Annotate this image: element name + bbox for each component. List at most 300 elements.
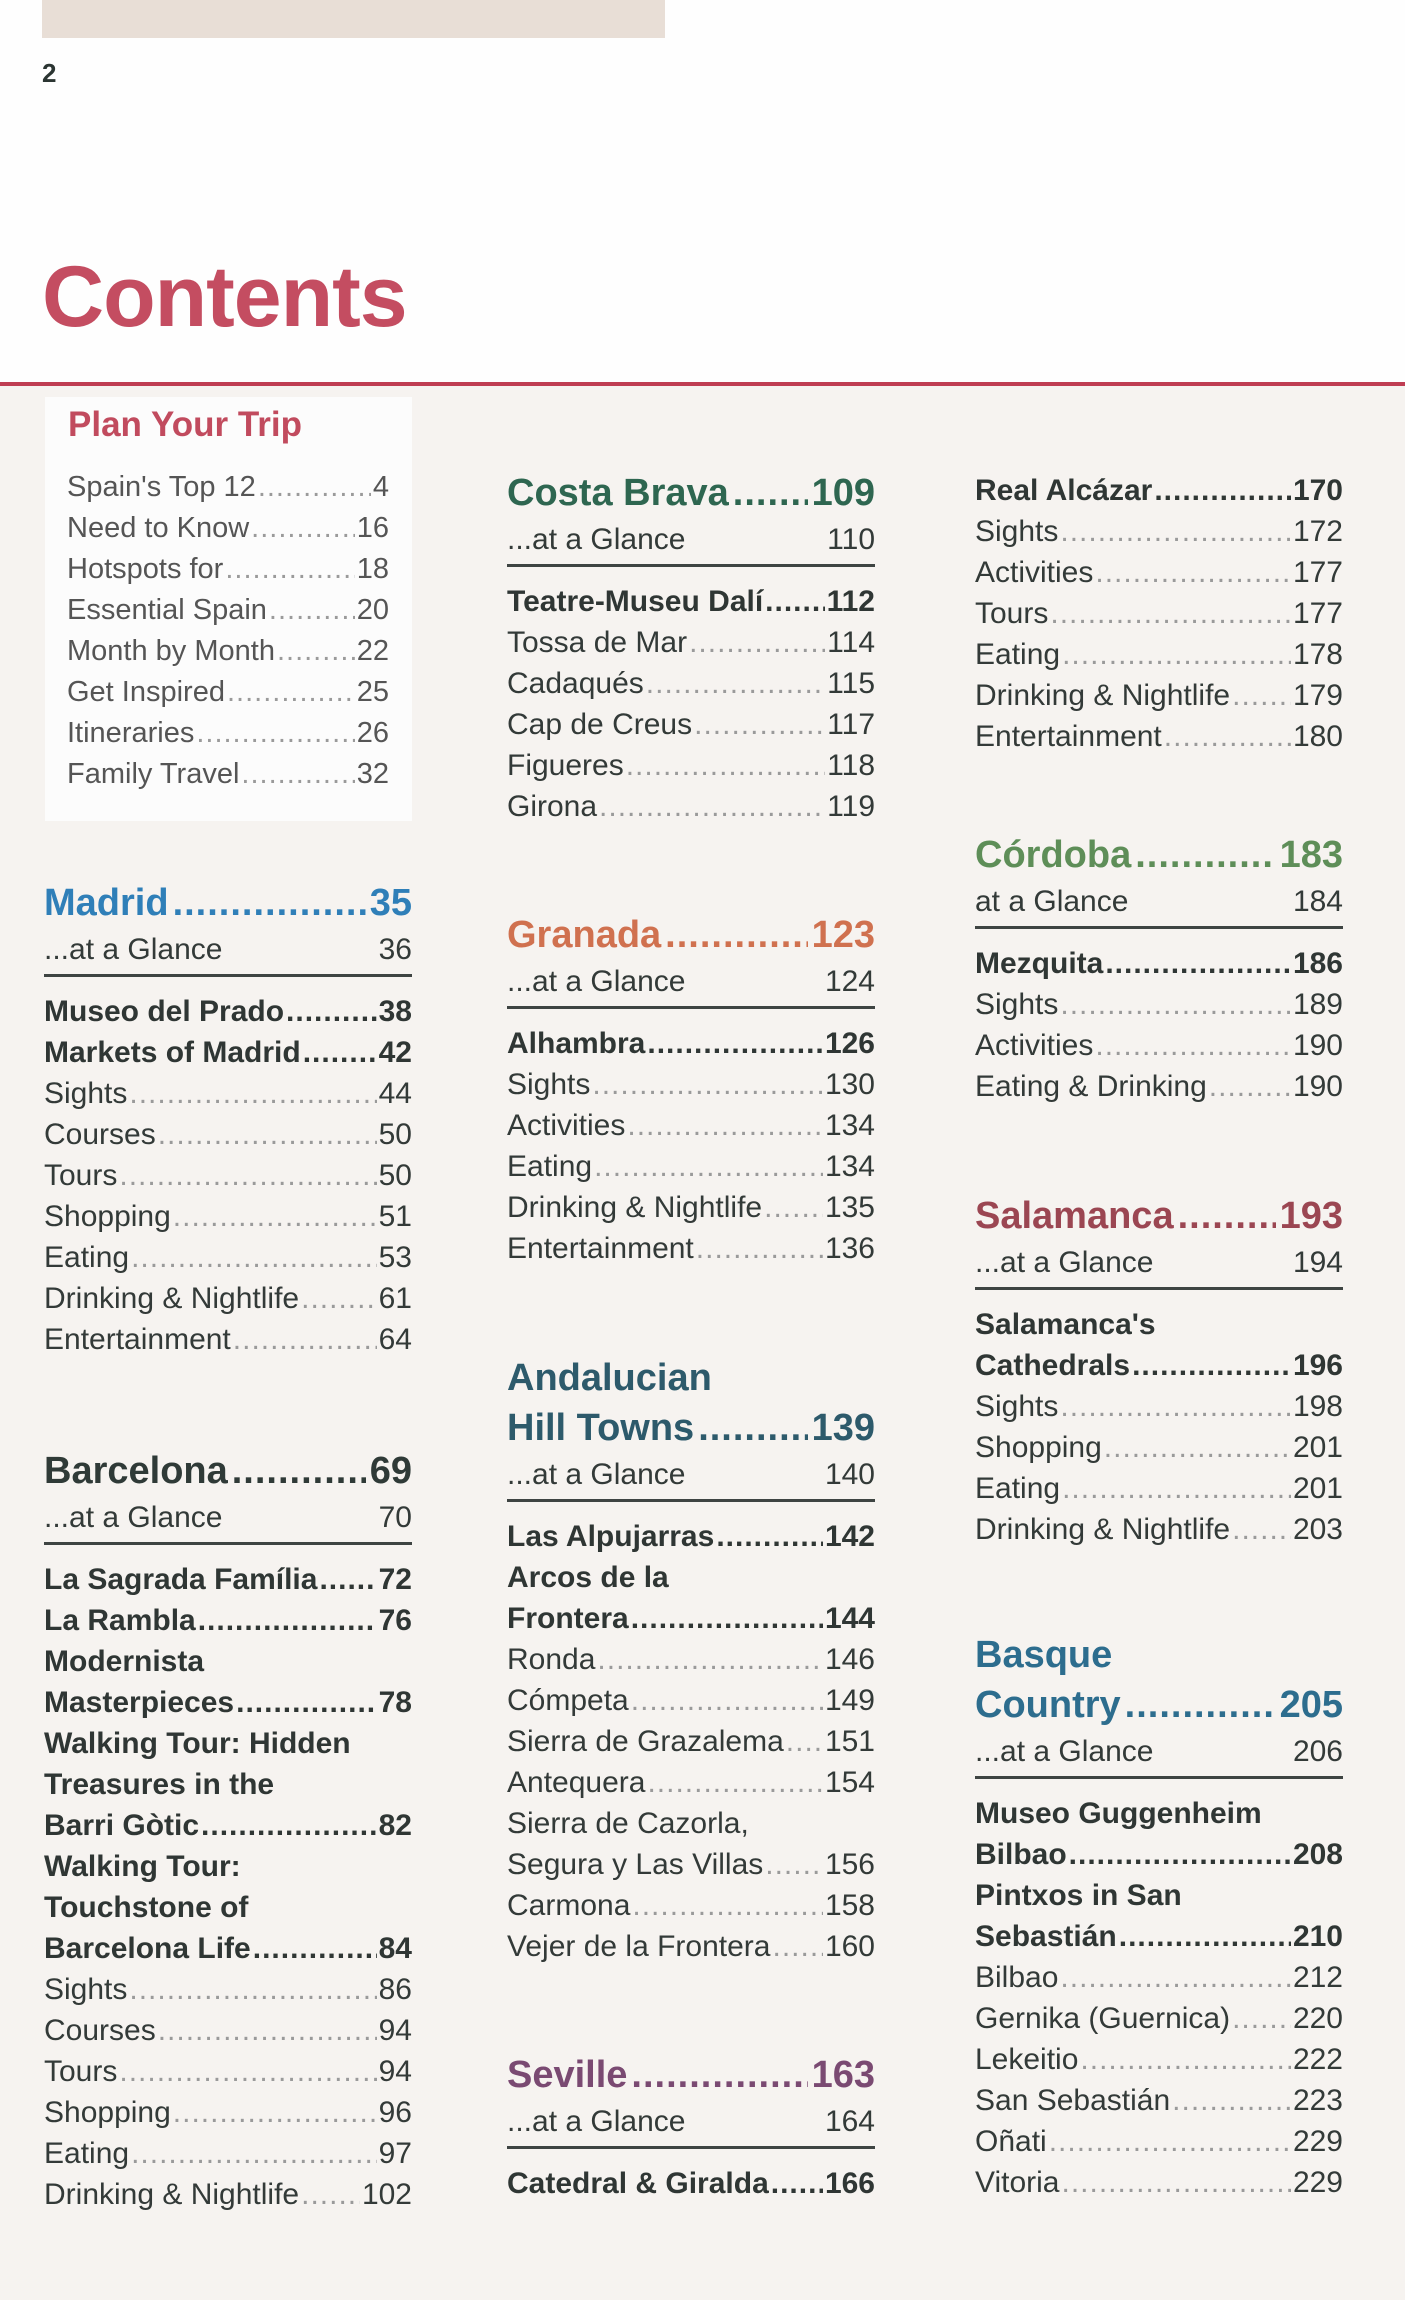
section-heading-barcelona[interactable] <box>44 1446 412 1496</box>
at-a-glance-label: ...at a Glance <box>975 1735 1154 1768</box>
leader-dots <box>1232 1509 1291 1550</box>
leader-dots <box>1069 1834 1291 1875</box>
toc-entry-page: 32 <box>356 758 389 790</box>
toc-entry-san-sebastian[interactable] <box>975 2080 1343 2121</box>
toc-entry-page: 158 <box>824 1889 875 1922</box>
toc-entry-label: Shopping <box>44 1200 171 1233</box>
leader-dots <box>1232 1998 1291 2039</box>
toc-entry-page: 18 <box>356 553 389 585</box>
toc-entry-page: 160 <box>824 1930 875 1963</box>
toc-entry-label: Sights <box>975 988 1059 1021</box>
toc-entry-line[interactable]: Touchstone of <box>44 1891 249 1924</box>
toc-entry-page: 61 <box>378 1282 412 1315</box>
at-a-glance-entry[interactable] <box>507 1453 875 1502</box>
toc-entry-entertainment[interactable] <box>507 1228 875 1269</box>
section-heading-page: 109 <box>811 472 875 514</box>
leader-dots <box>1095 552 1291 593</box>
toc-entry-activities[interactable] <box>975 552 1343 593</box>
toc-entry-label: Courses <box>44 1118 156 1151</box>
leader-dots <box>647 1023 823 1064</box>
leader-dots <box>646 663 825 704</box>
toc-entry-label: Entertainment <box>44 1323 231 1356</box>
section-heading-country[interactable] <box>975 1680 1343 1730</box>
leader-dots <box>269 590 355 631</box>
toc-entry-label: Drinking & Nightlife <box>44 2178 300 2211</box>
toc-entry-label: La Rambla <box>44 1604 196 1637</box>
toc-entry-label: Antequera <box>507 1766 646 1799</box>
section-heading-label: Córdoba <box>975 834 1132 876</box>
toc-entry-page: 96 <box>378 2096 412 2129</box>
toc-entry-label: Alhambra <box>507 1027 646 1060</box>
at-a-glance-label: ...at a Glance <box>507 2105 686 2138</box>
toc-entry-carmona[interactable] <box>507 1885 875 1926</box>
toc-entry-bilbao[interactable] <box>975 1834 1343 1875</box>
plan-your-trip-heading: Plan Your Trip <box>68 405 303 444</box>
section-basque-country <box>975 1630 1343 2203</box>
toc-entry-barcelona-life[interactable] <box>44 1928 412 1969</box>
toc-entry-line[interactable]: Walking Tour: Hidden <box>44 1727 351 1760</box>
toc-entry-line[interactable]: Treasures in the <box>44 1768 275 1801</box>
section-heading-cordoba[interactable] <box>975 830 1343 880</box>
toc-entry-label: Essential Spain <box>67 594 267 626</box>
section-heading-page: 193 <box>1279 1195 1343 1237</box>
leader-dots <box>1135 830 1275 880</box>
toc-entry-eating-drinking[interactable] <box>975 1066 1343 1107</box>
toc-entry-hotspots-for[interactable] <box>67 549 389 590</box>
at-a-glance-entry[interactable] <box>507 960 875 1009</box>
leader-dots <box>1232 675 1291 716</box>
toc-entry-label: Eating & Drinking <box>975 1070 1207 1103</box>
at-a-glance-label: ...at a Glance <box>975 1246 1154 1279</box>
leader-dots <box>258 467 371 508</box>
toc-entry-lekeitio[interactable] <box>975 2039 1343 2080</box>
toc-entry-drinking-nightlife[interactable] <box>975 1509 1343 1550</box>
at-a-glance-label: ...at a Glance <box>507 1458 686 1491</box>
toc-entry-page: 84 <box>378 1932 412 1965</box>
leader-dots <box>301 1278 377 1319</box>
toc-entry-activities[interactable] <box>975 1025 1343 1066</box>
toc-entry-courses[interactable] <box>44 1114 412 1155</box>
leader-dots <box>1095 1025 1291 1066</box>
leader-dots <box>1104 1427 1291 1468</box>
toc-entry-label: Month by Month <box>67 635 275 667</box>
toc-entry-drinking-nightlife[interactable] <box>975 675 1343 716</box>
leader-dots <box>201 1805 377 1846</box>
at-a-glance-page: 124 <box>824 965 875 998</box>
leader-dots <box>173 878 366 928</box>
toc-entry-page: 4 <box>372 471 389 503</box>
toc-entry-courses[interactable] <box>44 2010 412 2051</box>
toc-entry-label: Museo del Prado <box>44 995 285 1028</box>
toc-entry-page: 229 <box>1292 2166 1343 2199</box>
toc-entry-label: Itineraries <box>67 717 195 749</box>
toc-entry-girona[interactable] <box>507 786 875 827</box>
section-heading-line[interactable]: Basque <box>975 1634 1113 1676</box>
toc-entry-sights[interactable] <box>44 1969 412 2010</box>
toc-entry-shopping[interactable] <box>44 2092 412 2133</box>
toc-entry-museo-del-prado[interactable] <box>44 991 412 1032</box>
toc-entry-label: Eating <box>507 1150 593 1183</box>
toc-entry-page: 222 <box>1292 2043 1343 2076</box>
toc-entry-eating[interactable] <box>44 2133 412 2174</box>
toc-entry-line[interactable]: Museo Guggenheim <box>975 1797 1262 1830</box>
at-a-glance-entry[interactable] <box>975 1730 1343 1779</box>
toc-entry-vitoria[interactable] <box>975 2162 1343 2203</box>
toc-entry-eating[interactable] <box>975 1468 1343 1509</box>
toc-entry-tours[interactable] <box>44 1155 412 1196</box>
leader-dots <box>1060 1386 1291 1427</box>
toc-entry-label: Sights <box>975 1390 1059 1423</box>
toc-entry-label: Tours <box>975 597 1049 630</box>
toc-entry-eating[interactable] <box>507 1146 875 1187</box>
leader-dots <box>765 581 824 622</box>
toc-entry-drinking-nightlife[interactable] <box>507 1187 875 1228</box>
toc-entry-label: Girona <box>507 790 598 823</box>
toc-entry-page: 117 <box>827 708 875 741</box>
toc-entry-page: 135 <box>824 1191 875 1224</box>
toc-entry-page: 76 <box>378 1604 412 1637</box>
toc-entry-need-to-know[interactable] <box>67 508 389 549</box>
toc-entry-line[interactable]: Walking Tour: <box>44 1850 241 1883</box>
leader-dots <box>764 1187 823 1228</box>
at-a-glance-entry[interactable] <box>44 1496 412 1545</box>
toc-entry-label: Activities <box>975 556 1094 589</box>
toc-entry-line[interactable]: Modernista <box>44 1645 205 1678</box>
leader-dots <box>1119 1916 1291 1957</box>
toc-entry-line[interactable]: Pintxos in San <box>975 1879 1182 1912</box>
at-a-glance-entry[interactable] <box>44 928 412 977</box>
toc-entry-page: 229 <box>1292 2125 1343 2158</box>
toc-entry-page: 178 <box>1292 638 1343 671</box>
at-a-glance-label: at a Glance <box>975 885 1129 918</box>
toc-entry-label: Ronda <box>507 1643 596 1676</box>
leader-dots <box>631 2050 807 2100</box>
toc-entry-page: 50 <box>378 1159 412 1192</box>
at-a-glance-entry[interactable] <box>507 2100 875 2149</box>
toc-entry-entertainment[interactable] <box>975 716 1343 757</box>
toc-entry-eating[interactable] <box>975 634 1343 675</box>
toc-entry-drinking-nightlife[interactable] <box>44 1278 412 1319</box>
toc-entry-las-alpujarras[interactable] <box>507 1516 875 1557</box>
leader-dots <box>733 468 808 518</box>
toc-entry-ronda[interactable] <box>507 1639 875 1680</box>
section-seville-continued <box>975 470 1343 757</box>
toc-entry-page: 136 <box>824 1232 875 1265</box>
toc-entry-figueres[interactable] <box>507 745 875 786</box>
toc-entry-page: 190 <box>1292 1029 1343 1062</box>
toc-entry-label: Need to Know <box>67 512 250 544</box>
toc-entry-label: Gernika (Guernica) <box>975 2002 1231 2035</box>
toc-entry-tossa-de-mar[interactable] <box>507 622 875 663</box>
at-a-glance-entry[interactable] <box>975 1241 1343 1290</box>
toc-entry-line[interactable]: Salamanca's <box>975 1308 1156 1341</box>
section-seville <box>507 2050 875 2204</box>
leader-dots <box>225 549 354 590</box>
toc-entry-page: 20 <box>356 594 389 626</box>
toc-entry-label: Figueres <box>507 749 624 782</box>
at-a-glance-label: ...at a Glance <box>507 523 686 556</box>
toc-entry-label: Sights <box>44 1077 128 1110</box>
at-a-glance-page: 70 <box>378 1501 412 1534</box>
toc-entry-segura-y-las-villas[interactable] <box>507 1844 875 1885</box>
toc-entry-antequera[interactable] <box>507 1762 875 1803</box>
leader-dots <box>1080 2039 1291 2080</box>
toc-entry-page: 170 <box>1292 474 1343 507</box>
leader-dots <box>1164 716 1291 757</box>
leader-dots <box>1178 1191 1276 1241</box>
toc-entry-label: Real Alcázar <box>975 474 1153 507</box>
section-heading-page: 163 <box>811 2054 875 2096</box>
toc-entry-label: Drinking & Nightlife <box>975 1513 1231 1546</box>
toc-entry-label: Teatre-Museu Dalí <box>507 585 764 618</box>
toc-entry-label: Eating <box>44 2137 130 2170</box>
leader-dots <box>173 1196 377 1237</box>
leader-dots <box>1062 1468 1291 1509</box>
leader-dots <box>599 786 825 827</box>
toc-entry-page: 180 <box>1292 720 1343 753</box>
toc-entry-page: 177 <box>1292 556 1343 589</box>
toc-entry-page: 102 <box>361 2178 412 2211</box>
leader-dots <box>119 2051 376 2092</box>
toc-entry-label: Entertainment <box>507 1232 694 1265</box>
toc-entry-label: Tours <box>44 1159 118 1192</box>
at-a-glance-page: 194 <box>1292 1246 1343 1279</box>
toc-entry-frontera[interactable] <box>507 1598 875 1639</box>
toc-entry-label: Tours <box>44 2055 118 2088</box>
leader-dots <box>632 1885 823 1926</box>
leader-dots <box>1209 1066 1291 1107</box>
toc-entry-label: Masterpieces <box>44 1686 235 1719</box>
toc-entry-page: 210 <box>1292 1920 1343 1953</box>
toc-entry-label: Activities <box>975 1029 1094 1062</box>
toc-entry-label: Markets of Madrid <box>44 1036 301 1069</box>
toc-entry-vejer-de-la-frontera[interactable] <box>507 1926 875 1967</box>
leader-dots <box>158 2010 377 2051</box>
toc-entry-label: Cadaqués <box>507 667 644 700</box>
toc-entry-page: 97 <box>378 2137 412 2170</box>
toc-entry-page: 186 <box>1292 947 1343 980</box>
section-heading-salamanca[interactable] <box>975 1191 1343 1241</box>
toc-entry-page: 78 <box>378 1686 412 1719</box>
section-heading-label: Granada <box>507 914 662 956</box>
section-granada <box>507 910 875 1269</box>
toc-entry-label: Family Travel <box>67 758 240 790</box>
toc-entry-alhambra[interactable] <box>507 1023 875 1064</box>
toc-entry-label: Shopping <box>975 1431 1102 1464</box>
leader-dots <box>771 2163 823 2204</box>
toc-entry-eating[interactable] <box>44 1237 412 1278</box>
section-heading-granada[interactable] <box>507 910 875 960</box>
toc-entry-label: Eating <box>975 1472 1061 1505</box>
toc-entry-page: 26 <box>356 717 389 749</box>
toc-entry-line[interactable]: Sierra de Cazorla, <box>507 1807 749 1840</box>
toc-entry-label: Shopping <box>44 2096 171 2129</box>
toc-entry-page: 189 <box>1292 988 1343 1021</box>
toc-entry-label: San Sebastián <box>975 2084 1171 2117</box>
section-heading-page: 139 <box>811 1407 875 1449</box>
leader-dots <box>1049 2121 1291 2162</box>
toc-entry-activities[interactable] <box>507 1105 875 1146</box>
at-a-glance-page: 206 <box>1292 1735 1343 1768</box>
leader-dots <box>694 704 825 745</box>
toc-entry-page: 115 <box>827 667 875 700</box>
toc-entry-page: 82 <box>378 1809 412 1842</box>
toc-entry-page: 94 <box>378 2055 412 2088</box>
toc-entry-label: Get Inspired <box>67 676 225 708</box>
toc-entry-sierra-de-grazalema[interactable] <box>507 1721 875 1762</box>
toc-entry-tours[interactable] <box>975 593 1343 634</box>
leader-dots <box>232 1446 366 1496</box>
toc-entry-line[interactable]: Arcos de la <box>507 1561 669 1594</box>
toc-entry-competa[interactable] <box>507 1680 875 1721</box>
section-heading-hill-towns[interactable] <box>507 1403 875 1453</box>
toc-entry-label: Drinking & Nightlife <box>975 679 1231 712</box>
section-heading-label: Salamanca <box>975 1195 1174 1237</box>
title-rule <box>0 382 1405 386</box>
toc-entry-label: Sebastián <box>975 1920 1117 1953</box>
toc-entry-masterpieces[interactable] <box>44 1682 412 1723</box>
toc-entry-label: Lekeitio <box>975 2043 1079 2076</box>
leader-dots <box>198 1600 377 1641</box>
toc-entry-tours[interactable] <box>44 2051 412 2092</box>
toc-entry-entertainment[interactable] <box>44 1319 412 1360</box>
leader-dots <box>129 1969 376 2010</box>
toc-entry-cap-de-creus[interactable] <box>507 704 875 745</box>
toc-entry-page: 38 <box>378 995 412 1028</box>
toc-entry-label: Cómpeta <box>507 1684 629 1717</box>
toc-entry-page: 16 <box>356 512 389 544</box>
leader-dots <box>227 672 355 713</box>
section-salamanca <box>975 1191 1343 1550</box>
at-a-glance-label: ...at a Glance <box>507 965 686 998</box>
at-a-glance-entry[interactable] <box>507 518 875 567</box>
toc-entry-page: 201 <box>1292 1472 1343 1505</box>
section-heading-label: Seville <box>507 2054 628 2096</box>
toc-entry-page: 203 <box>1292 1513 1343 1546</box>
toc-entry-la-rambla[interactable] <box>44 1600 412 1641</box>
toc-entry-page: 51 <box>378 1200 412 1233</box>
leader-dots <box>241 754 354 795</box>
toc-entry-page: 42 <box>378 1036 412 1069</box>
leader-dots <box>119 1155 376 1196</box>
leader-dots <box>1060 1957 1291 1998</box>
toc-entry-page: 53 <box>378 1241 412 1274</box>
toc-entry-onati[interactable] <box>975 2121 1343 2162</box>
leader-dots <box>689 622 825 663</box>
top-image-strip <box>42 0 665 38</box>
toc-entry-page: 201 <box>1292 1431 1343 1464</box>
leader-dots <box>131 2133 377 2174</box>
toc-entry-label: Eating <box>975 638 1061 671</box>
section-heading-page: 183 <box>1279 834 1343 876</box>
leader-dots <box>173 2092 377 2133</box>
leader-dots <box>631 1598 823 1639</box>
toc-entry-shopping[interactable] <box>44 1196 412 1237</box>
at-a-glance-page: 140 <box>824 1458 875 1491</box>
toc-entry-la-sagrada-familia[interactable] <box>44 1559 412 1600</box>
page-number: 2 <box>42 58 57 88</box>
toc-entry-label: Sights <box>507 1068 591 1101</box>
at-a-glance-label: ...at a Glance <box>44 933 223 966</box>
toc-entry-teatre-museu-dali[interactable] <box>507 581 875 622</box>
toc-entry-page: 166 <box>824 2167 875 2200</box>
toc-entry-catedral-giralda[interactable] <box>507 2163 875 2204</box>
leader-dots <box>236 1682 377 1723</box>
toc-entry-page: 114 <box>827 626 875 659</box>
at-a-glance-entry[interactable] <box>975 880 1343 929</box>
section-heading-costa-brava[interactable] <box>507 468 875 518</box>
toc-entry-page: 126 <box>824 1027 875 1060</box>
toc-entry-label: Carmona <box>507 1889 631 1922</box>
toc-entry-sebastian[interactable] <box>975 1916 1343 1957</box>
toc-entry-page: 172 <box>1292 515 1343 548</box>
toc-entry-page: 156 <box>824 1848 875 1881</box>
toc-entry-sights[interactable] <box>975 1386 1343 1427</box>
leader-dots <box>1060 511 1291 552</box>
toc-entry-cadaques[interactable] <box>507 663 875 704</box>
toc-entry-spain-s-top-12[interactable] <box>67 467 389 508</box>
toc-entry-label: Cathedrals <box>975 1349 1131 1382</box>
toc-entry-family-travel[interactable] <box>67 754 389 795</box>
section-heading-line[interactable]: Andalucian <box>507 1357 712 1399</box>
leader-dots <box>1154 470 1291 511</box>
toc-entry-page: 112 <box>826 585 875 618</box>
toc-entry-sights[interactable] <box>44 1073 412 1114</box>
toc-entry-barri-gotic[interactable] <box>44 1805 412 1846</box>
toc-entry-page: 86 <box>378 1973 412 2006</box>
toc-entry-sights[interactable] <box>975 511 1343 552</box>
leader-dots <box>1105 943 1291 984</box>
toc-entry-real-alcazar[interactable] <box>975 470 1343 511</box>
section-heading-label: Barcelona <box>44 1450 228 1492</box>
toc-entry-cathedrals[interactable] <box>975 1345 1343 1386</box>
toc-entry-mezquita[interactable] <box>975 943 1343 984</box>
toc-entry-label: Catedral & Giralda <box>507 2167 769 2200</box>
toc-entry-essential-spain[interactable] <box>67 590 389 631</box>
toc-entry-shopping[interactable] <box>975 1427 1343 1468</box>
section-heading-seville[interactable] <box>507 2050 875 2100</box>
toc-entry-label: Segura y Las Villas <box>507 1848 764 1881</box>
leader-dots <box>1060 984 1291 1025</box>
toc-entry-month-by-month[interactable] <box>67 631 389 672</box>
leader-dots <box>696 1228 823 1269</box>
toc-entry-itineraries[interactable] <box>67 713 389 754</box>
toc-entry-page: 22 <box>356 635 389 667</box>
at-a-glance-label: ...at a Glance <box>44 1501 223 1534</box>
section-heading-madrid[interactable] <box>44 878 412 928</box>
toc-entry-bilbao[interactable] <box>975 1957 1343 1998</box>
leader-dots <box>627 1105 823 1146</box>
toc-entry-sights[interactable] <box>507 1064 875 1105</box>
toc-entry-markets-of-madrid[interactable] <box>44 1032 412 1073</box>
leader-dots <box>631 1680 823 1721</box>
leader-dots <box>303 1032 377 1073</box>
toc-entry-label: Bilbao <box>975 1961 1059 1994</box>
toc-entry-drinking-nightlife[interactable] <box>44 2174 412 2215</box>
toc-entry-gernika-guernica[interactable] <box>975 1998 1343 2039</box>
toc-entry-page: 223 <box>1292 2084 1343 2117</box>
plan-your-trip-box <box>45 397 412 821</box>
toc-entry-label: Barri Gòtic <box>44 1809 200 1842</box>
section-andalucian-hill-towns <box>507 1353 875 1967</box>
leader-dots <box>594 1146 823 1187</box>
toc-entry-get-inspired[interactable] <box>67 672 389 713</box>
leader-dots <box>301 2174 360 2215</box>
toc-entry-sights[interactable] <box>975 984 1343 1025</box>
page-title: Contents <box>42 249 407 345</box>
leader-dots <box>765 1844 823 1885</box>
toc-entry-page: 119 <box>827 790 875 823</box>
